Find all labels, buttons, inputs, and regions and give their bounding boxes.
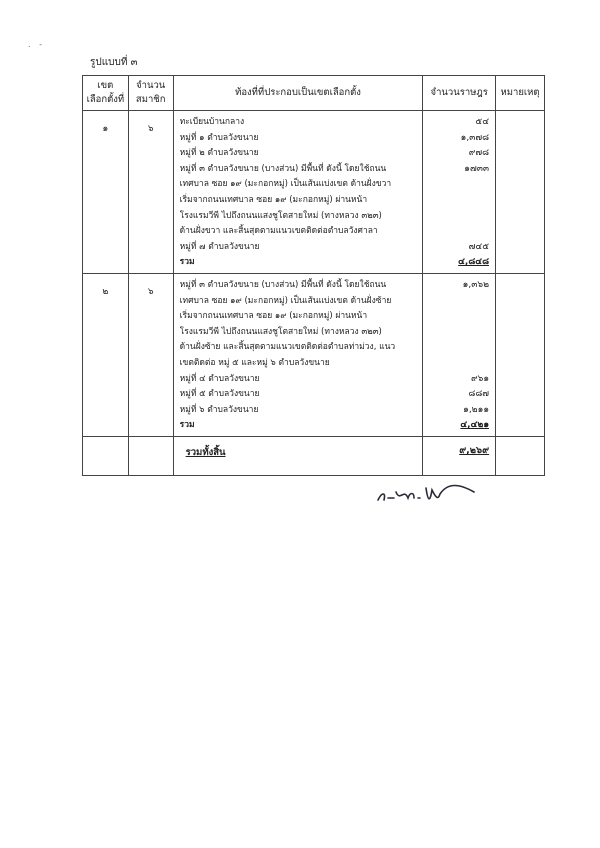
- remark-cell: [496, 111, 545, 274]
- header-district: เขต เลือกตั้งที่: [83, 76, 129, 111]
- district-number: ๑: [83, 111, 129, 274]
- population-value: ๑,๓๗๘: [460, 132, 490, 143]
- district-table: [82, 75, 545, 476]
- area-line: หมู่ที่ ๖ ตำบลวังขนาย: [179, 404, 259, 415]
- population-value: ๙๗๘: [468, 148, 490, 159]
- table-row: [83, 111, 545, 274]
- population-value: [423, 325, 489, 341]
- population-value: [423, 209, 489, 225]
- area-line: โรงแรมวีพี ไปถึงถนนแสงชูโตสายใหม่ (ทางหลวง ๓๒๓): [179, 326, 382, 337]
- remark-cell: [496, 273, 545, 436]
- area-line: ทะเบียนบ้านกลาง: [179, 117, 245, 127]
- district-number: ๒: [83, 273, 129, 436]
- signature-text: ร.ทอ.ฯ: [374, 507, 377, 508]
- header-row: [83, 76, 545, 111]
- subtotal-value: ๔,๘๔๘: [458, 257, 490, 268]
- subtotal-label: รวม: [179, 257, 195, 268]
- grand-total-row: [83, 436, 545, 475]
- population-values: [423, 273, 496, 436]
- area-description: [173, 273, 423, 436]
- population-value: ๑,๓๖๒: [462, 279, 490, 290]
- signature: [374, 478, 484, 508]
- area-line: เริ่มจากถนนเทศบาล ซอย ๑๙ (มะกอกหมู่) ผ่านหน้า: [179, 311, 368, 322]
- area-line: โรงแรมวีพี ไปถึงถนนแสงชูโตสายใหม่ (ทางหลวง ๓๒๓): [179, 210, 382, 221]
- area-line: ด้านฝั่งซ้าย และสิ้นสุดตามแนวเขตติดต่อตำบลท่าม่วง, แนว: [179, 342, 396, 353]
- subtotal-label: รวม: [179, 420, 195, 431]
- area-line: หมู่ที่ ๓ ตำบลวังขนาย (บางส่วน) มีพื้นที่ ดังนี้ โดยใช้ถนน: [179, 163, 387, 174]
- grand-total-value: ๙,๒๖๙: [423, 436, 496, 475]
- population-value: [423, 294, 489, 310]
- area-description: [173, 111, 423, 274]
- member-count: ๖: [128, 273, 173, 436]
- area-line: เทศบาล ซอย ๑๙ (มะกอกหมู่) เป็นเส้นแบ่งเขต ด้านฝั่งขวา: [179, 179, 392, 190]
- population-value: [423, 356, 489, 372]
- area-line: เทศบาล ซอย ๑๙ (มะกอกหมู่) เป็นเส้นแบ่งเขต ด้านฝั่งซ้าย: [179, 295, 392, 306]
- area-line: เขตติดต่อ หมู่ ๕ และหมู่ ๖ ตำบลวังขนาย: [179, 357, 330, 368]
- population-value: ๗๔๕: [468, 241, 490, 252]
- population-values: [423, 111, 496, 274]
- header-members: จำนวน สมาชิก: [128, 76, 173, 111]
- area-line: เริ่มจากถนนเทศบาล ซอย ๑๙ (มะกอกหมู่) ผ่านหน้า: [179, 194, 368, 205]
- population-value: [423, 224, 489, 240]
- area-line: หมู่ที่ ๓ ตำบลวังขนาย (บางส่วน) มีพื้นที่ ดังนี้ โดยใช้ถนน: [179, 279, 387, 290]
- scan-speck: . -: [28, 40, 45, 49]
- header-remark: หมายเหตุ: [496, 76, 545, 111]
- subtotal-value: ๔,๔๒๑: [460, 420, 490, 431]
- population-value: ๑,๒๑๑: [463, 404, 490, 415]
- area-line: หมู่ที่ ๔ ตำบลวังขนาย: [179, 373, 260, 384]
- population-value: [423, 340, 489, 356]
- header-population: จำนวนราษฎร: [423, 76, 496, 111]
- area-line: หมู่ที่ ๒ ตำบลวังขนาย: [179, 148, 259, 159]
- population-value: [423, 193, 489, 209]
- header-area: ท้องที่ที่ประกอบเป็นเขตเลือกตั้ง: [173, 76, 423, 111]
- area-line: หมู่ที่ ๑ ตำบลวังขนาย: [179, 132, 259, 143]
- population-value: ๘๘๗: [468, 389, 490, 400]
- population-value: [423, 309, 489, 325]
- population-value: ๙๖๑: [471, 373, 490, 384]
- area-line: หมู่ที่ ๕ ตำบลวังขนาย: [179, 389, 260, 400]
- population-value: [423, 177, 489, 193]
- grand-total-label: รวมทั้งสิ้น: [173, 436, 423, 475]
- table-row: [83, 273, 545, 436]
- population-value: ๑๗๓๓: [464, 163, 490, 174]
- area-line: ด้านฝั่งขวา และสิ้นสุดตามแนวเขตติดต่อตำบลวังศาลา: [179, 226, 378, 237]
- area-line: หมู่ที่ ๗ ตำบลวังขนาย: [179, 241, 260, 252]
- form-label: รูปแบบที่ ๓: [90, 57, 138, 68]
- member-count: ๖: [128, 111, 173, 274]
- population-value: ๕๔: [475, 117, 490, 127]
